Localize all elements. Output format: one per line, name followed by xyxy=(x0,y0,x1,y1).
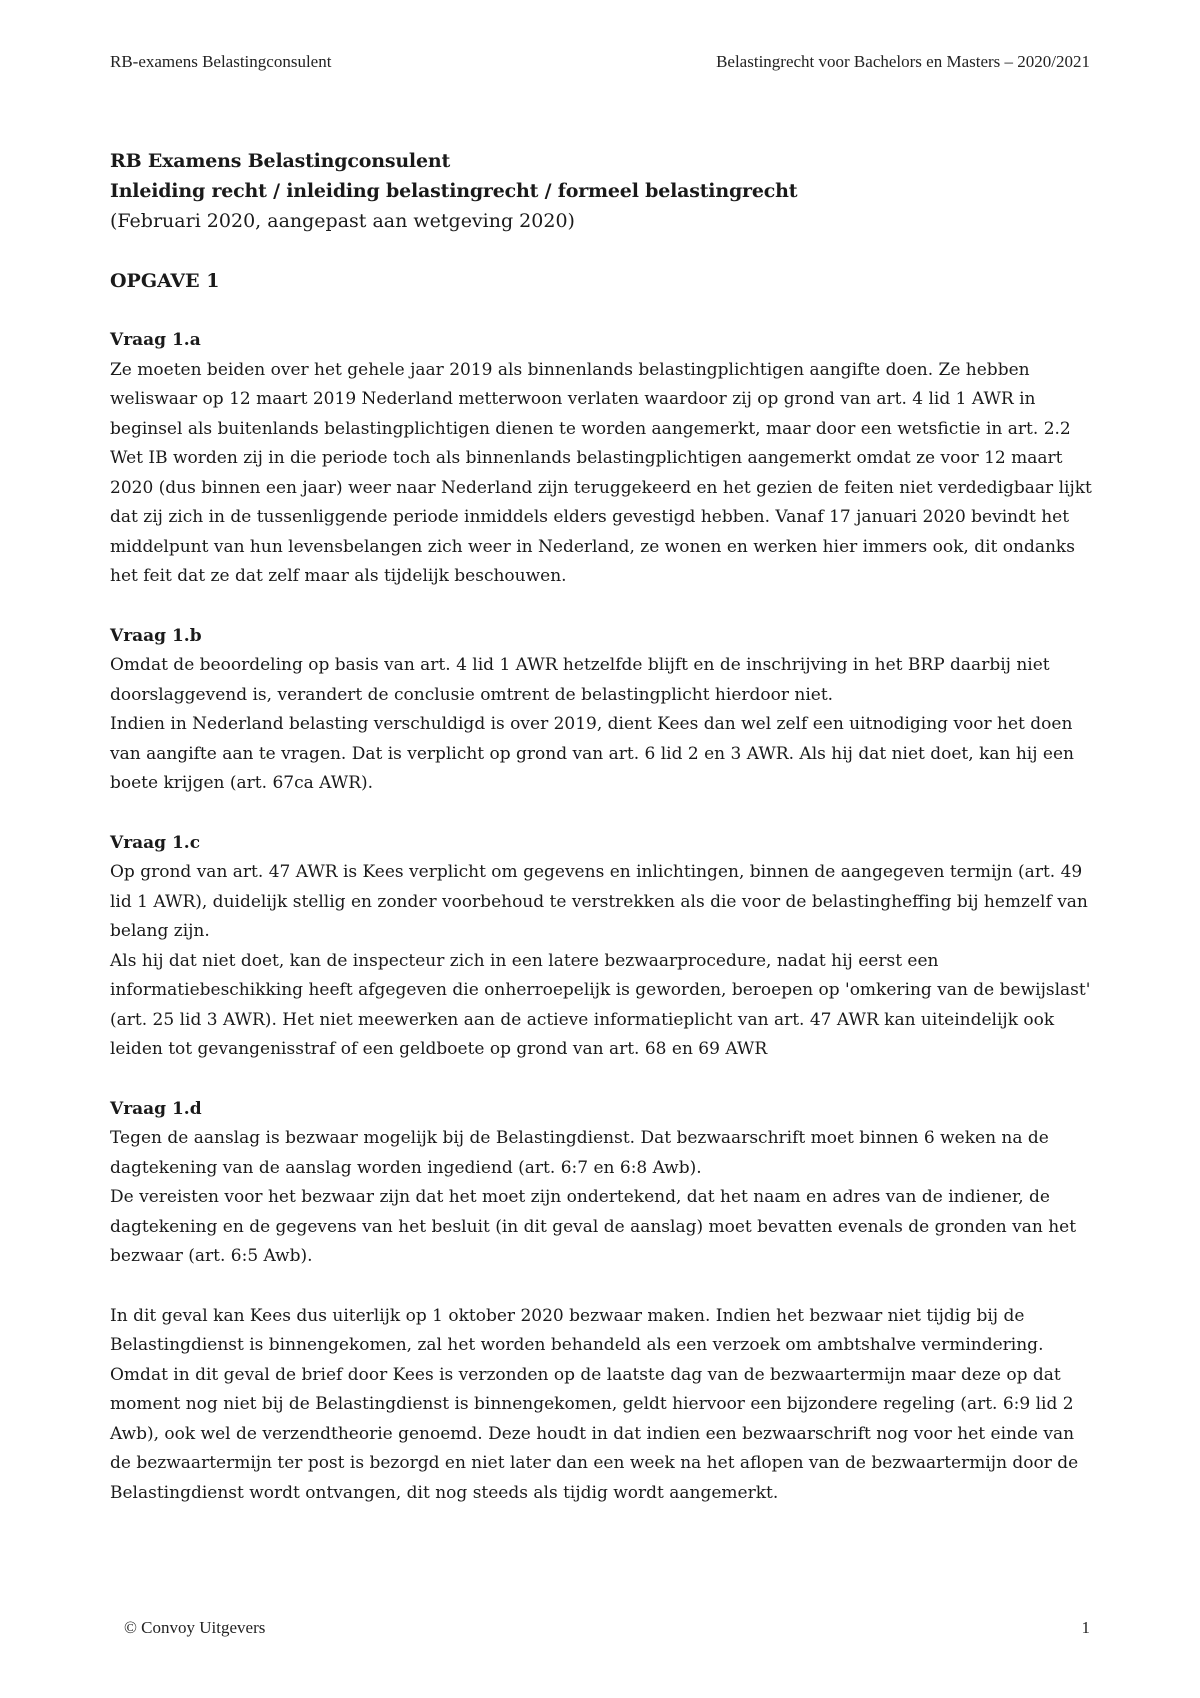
answer-paragraph: Indien in Nederland belasting verschuldigd is over 2019, dient Kees dan wel zelf een uitnodiging voor het doen van aangifte aan te vragen. Dat is verplicht op grond van art. 6 lid 2 en 3 AWR. Als hij dat niet doet, kan hij een boete krijgen (art. 67ca AWR). xyxy=(110,714,1074,793)
paragraph-spacer xyxy=(110,1272,1100,1302)
answer-paragraph: In dit geval kan Kees dus uiterlijk op 1 oktober 2020 bezwaar maken. Indien het bezwaar niet tijdig bij de Belastingdienst is binnengekomen, zal het worden behandeld als een verzoek om ambtshalve vermindering. xyxy=(110,1305,1044,1355)
document-title: RB Examens Belastingconsulent xyxy=(110,150,451,172)
question-1b xyxy=(110,622,1100,799)
answer-paragraph: Ze moeten beiden over het gehele jaar 2019 als binnenlands belastingplichtigen aangifte doen. Ze hebben weliswaar op 12 maart 2019 Nederland metterwoon verlaten waardoor zij op grond van art. 4 lid 1 AWR in beginsel als buitenlands belastingplichtigen dienen te worden aangemerkt, maar door een wetsfictie in art. 2.2 Wet IB worden zij in die periode toch als binnenlands belastingplichtigen aangemerkt omdat ze voor 12 maart 2020 (dus binnen een jaar) weer naar Nederland zijn teruggekeerd en het gezien de feiten niet verdedigbaar lijkt dat zij zich in de tussenliggende periode inmiddels elders gevestigd hebben. Vanaf 17 januari 2020 bevindt het middelpunt van hun levensbelangen zich weer in Nederland, ze wonen en werken hier immers ook, dit ondanks het feit dat ze dat zelf maar als tijdelijk beschouwen. xyxy=(110,359,1092,586)
question-label: Vraag 1.b xyxy=(110,625,202,646)
question-1c xyxy=(110,829,1100,1065)
section-title: OPGAVE 1 xyxy=(110,270,220,292)
answer-paragraph: Als hij dat niet doet, kan de inspecteur zich in een latere bezwaarprocedure, nadat hij eerst een informatiebeschikking heeft afgegeven die onherroepelijk is geworden, beroepen op 'omkering van de bewijslast' (art. 25 lid 3 AWR). Het niet meewerken aan de actieve informatieplicht van art. 47 AWR kan uiteindelijk ook leiden tot gevangenisstraf of een geldboete op grond van art. 68 en 69 AWR xyxy=(110,950,1091,1059)
question-label: Vraag 1.d xyxy=(110,1098,202,1119)
footer-copyright: © Convoy Uitgevers xyxy=(124,1618,266,1637)
header-left-text: RB-examens Belastingconsulent xyxy=(110,52,332,71)
question-1a xyxy=(110,326,1100,592)
document-body xyxy=(110,146,1100,1508)
title-block xyxy=(110,146,1100,236)
answer-paragraph: Tegen de aanslag is bezwaar mogelijk bij de Belastingdienst. Dat bezwaarschrift moet binnen 6 weken na de dagtekening van de aanslag worden ingediend (art. 6:7 en 6:8 Awb). xyxy=(110,1128,1049,1178)
answer-paragraph: Op grond van art. 47 AWR is Kees verplicht om gegevens en inlichtingen, binnen de aangegeven termijn (art. 49 lid 1 AWR), duidelijk stellig en zonder voorbehoud te verstrekken als die voor de belastingheffing bij hemzelf van belang zijn. xyxy=(110,862,1088,941)
page-number: 1 xyxy=(1081,1618,1090,1637)
question-label: Vraag 1.a xyxy=(110,330,201,350)
page-header xyxy=(110,52,1090,80)
document-subject: Inleiding recht / inleiding belastingrecht / formeel belastingrecht xyxy=(110,180,798,202)
header-right-text: Belastingrecht voor Bachelors en Masters – 2020/2021 xyxy=(716,52,1090,71)
document-date-note: (Februari 2020, aangepast aan wetgeving 2020) xyxy=(110,210,575,232)
question-1d xyxy=(110,1095,1100,1509)
answer-paragraph: De vereisten voor het bezwaar zijn dat het moet zijn ondertekend, dat het naam en adres van de indiener, de dagtekening en de gegevens van het besluit (in dit geval de aanslag) moet bevatten evenals de gronden van het bezwaar (art. 6:5 Awb). xyxy=(110,1187,1077,1266)
question-label: Vraag 1.c xyxy=(110,832,201,853)
answer-paragraph: Omdat in dit geval de brief door Kees is verzonden op de laatste dag van de bezwaartermijn maar deze op dat moment nog niet bij de Belastingdienst is binnengekomen, geldt hiervoor een bijzondere regeling (art. 6:9 lid 2 Awb), ook wel de verzendtheorie genoemd. Deze houdt in dat indien een bezwaarschrift nog voor het einde van de bezwaartermijn ter post is bezorgd en niet later dan een week na het aflopen van de bezwaartermijn door de Belastingdienst wordt ontvangen, dit nog steeds als tijdig wordt aangemerkt. xyxy=(110,1364,1079,1503)
answer-paragraph: Omdat de beoordeling op basis van art. 4 lid 1 AWR hetzelfde blijft en de inschrijving in het BRP daarbij niet doorslaggevend is, verandert de conclusie omtrent de belastingplicht hierdoor niet. xyxy=(110,655,1050,705)
